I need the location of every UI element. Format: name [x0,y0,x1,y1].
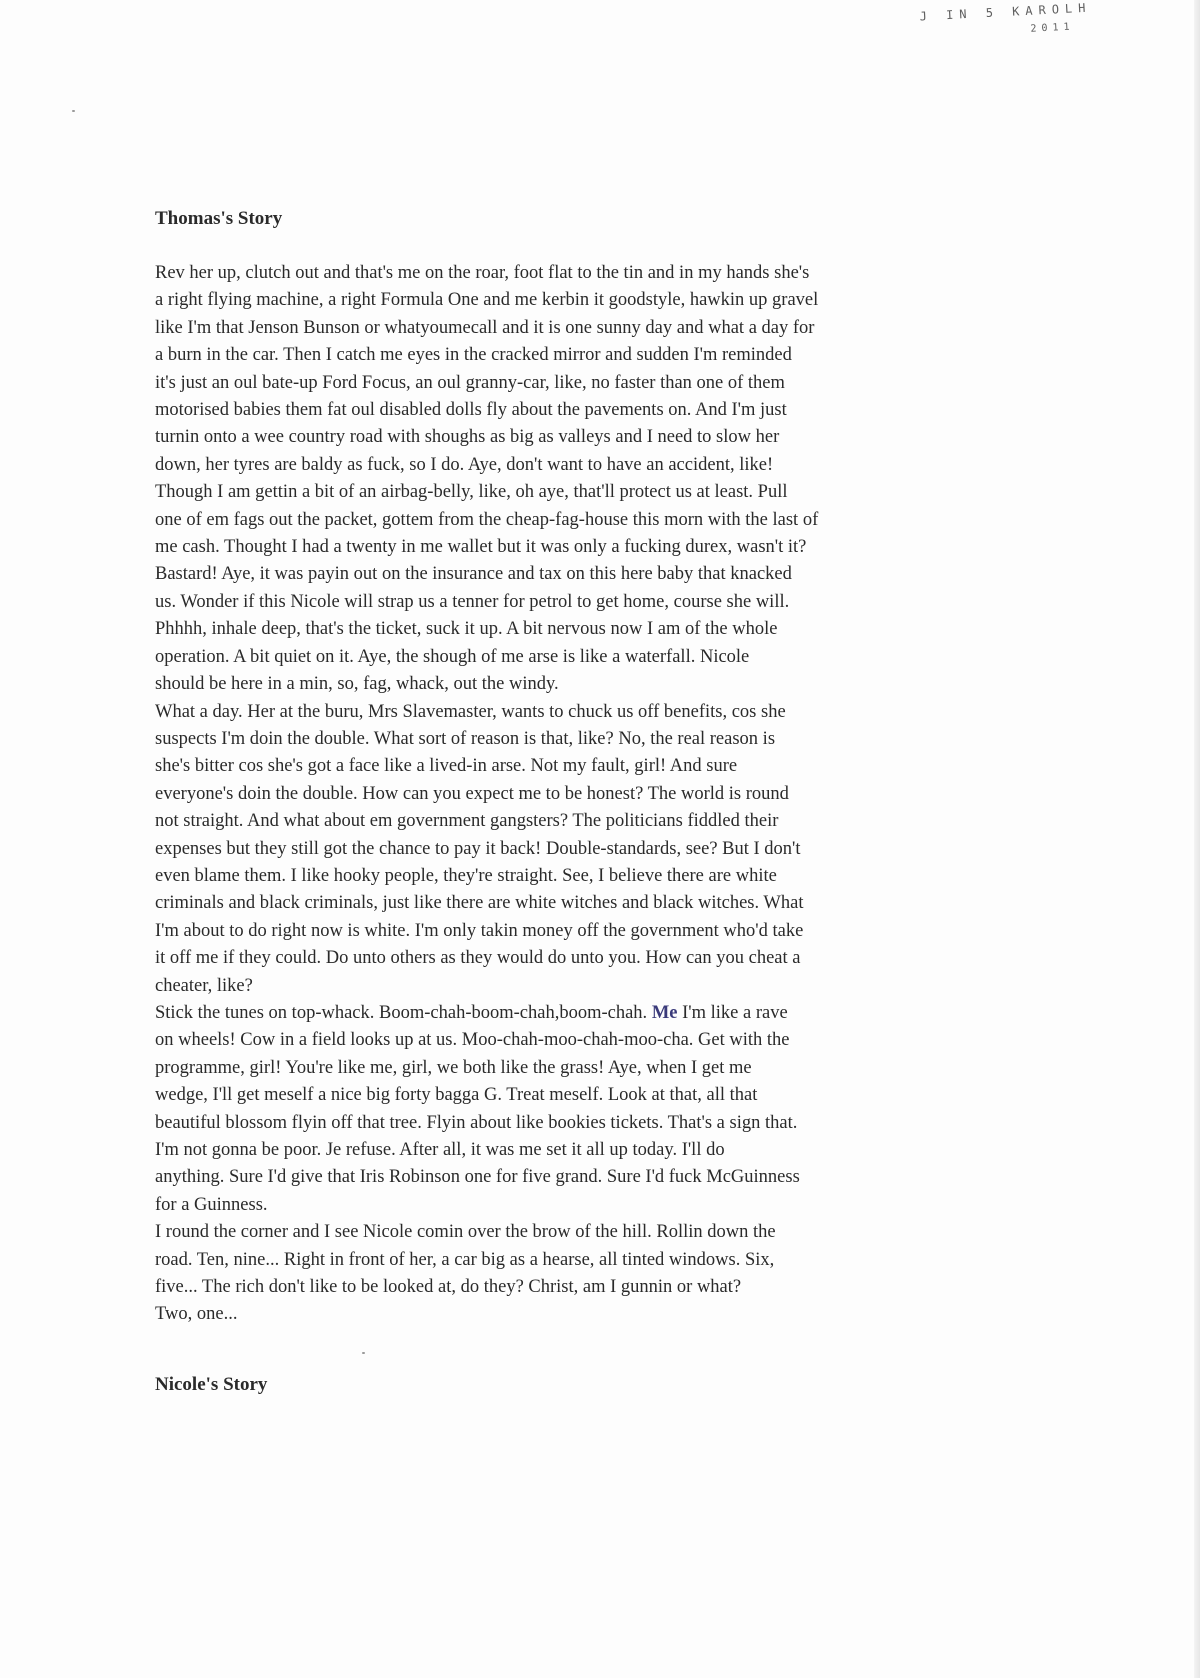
story-line: not straight. And what about em government gangsters? The politicians fiddled their [155,811,779,832]
story-line: turnin onto a wee country road with shoughs as big as valleys and I need to slow her [155,427,780,448]
story-line: Phhhh, inhale deep, that's the ticket, suck it up. A bit nervous now I am of the whole [155,619,778,640]
story-line: everyone's doin the double. How can you expect me to be honest? The world is round [155,783,789,804]
story-line: road. Ten, nine... Right in front of her, a car big as a hearse, all tinted windows. Six, [155,1249,775,1270]
story-line: us. Wonder if this Nicole will strap us a tenner for petrol to get home, course she will. [155,591,790,612]
story-line: I'm about to do right now is white. I'm only takin money off the government who'd take [155,920,804,941]
struck-word: Me [651,1002,678,1023]
story-line: Rev her up, clutch out and that's me on the roar, foot flat to the tin and in my hands she's [155,263,810,283]
annotation-line-2: 2011 [1030,21,1075,35]
story-line-text: I'm like a rave [677,1002,788,1023]
story-lines-part-2 [155,1027,1015,1328]
story-line: a right flying machine, a right Formula One and me kerbin it goodstyle, hawkin up gravel [155,290,819,311]
story-title-thomas: Thomas's Story [155,208,283,229]
story-line: like I'm that Jenson Bunson or whatyoumecall and it is one sunny day and what a day for [155,317,815,338]
story-line: Two, one... [155,1304,238,1325]
scan-speck [362,1352,365,1354]
story-line: I round the corner and I see Nicole comin over the brow of the hill. Rollin down the [155,1222,776,1243]
story-line: programme, girl! You're like me, girl, we both like the grass! Aye, when I get me [155,1057,752,1078]
story-line [155,1000,1015,1027]
story-lines-part-1 [155,260,1015,1000]
story-line: beautiful blossom flyin off that tree. Flyin about like bookies tickets. That's a sign that. [155,1112,798,1133]
story-line: wedge, I'll get meself a nice big forty bagga G. Treat meself. Look at that, all that [155,1085,758,1106]
story-line: cheater, like? [155,975,253,996]
story-line: suspects I'm doin the double. What sort of reason is that, like? No, the real reason is [155,728,776,749]
story-line: even blame them. I like hooky people, they're straight. See, I believe there are white [155,865,777,886]
story-line: should be here in a min, so, fag, whack, out the windy. [155,674,559,695]
annotation-line-1: J IN 5 KAROLH [919,0,1092,24]
story-line: it's just an oul bate-up Ford Focus, an oul granny-car, like, no faster than one of them [155,372,785,393]
story-line: a burn in the car. Then I catch me eyes in the cracked mirror and sudden I'm reminded [155,345,792,366]
story-line: she's bitter cos she's got a face like a lived-in arse. Not my fault, girl! And sure [155,756,738,777]
page-edge-shadow [1194,0,1200,1678]
story-line: motorised babies them fat oul disabled dolls fly about the pavements on. And I'm just [155,400,787,421]
story-line: it off me if they could. Do unto others as they would do unto you. How can you cheat a [155,948,801,969]
story-line: Bastard! Aye, it was payin out on the insurance and tax on this here baby that knacked [155,564,792,585]
story-line: on wheels! Cow in a field looks up at us. Moo-chah-moo-chah-moo-cha. Get with the [155,1030,790,1051]
story-line: five... The rich don't like to be looked at, do they? Christ, am I gunnin or what? [155,1277,742,1298]
story-title-nicole: Nicole's Story [155,1374,268,1395]
story-line: expenses but they still got the chance to pay it back! Double-standards, see? But I don't [155,838,801,859]
handwritten-annotation [919,0,1130,40]
story-line: criminals and black criminals, just like there are white witches and black witches. What [155,893,804,914]
story-line: me cash. Thought I had a twenty in me wallet but it was only a fucking durex, wasn't it? [155,537,807,558]
story-line-text: Stick the tunes on top-whack. Boom-chah-boom-chah,boom-chah. [155,1002,652,1023]
story-line: one of em fags out the packet, gottem from the cheap-fag-house this morn with the last of [155,509,819,530]
story-line: Though I am gettin a bit of an airbag-belly, like, oh aye, that'll protect us at least. Pull [155,482,788,503]
story-line: anything. Sure I'd give that Iris Robinson one for five grand. Sure I'd fuck McGuinness [155,1167,800,1188]
scan-speck [72,110,75,112]
story-line: I'm not gonna be poor. Je refuse. After all, it was me set it all up today. I'll do [155,1140,725,1160]
story-line: What a day. Her at the buru, Mrs Slavemaster, wants to chuck us off benefits, cos she [155,701,786,722]
story-line: down, her tyres are baldy as fuck, so I do. Aye, don't want to have an accident, like! [155,454,774,475]
story-line: for a Guinness. [155,1194,268,1215]
story-body-thomas [155,260,1015,1329]
story-line: operation. A bit quiet on it. Aye, the shough of me arse is like a waterfall. Nicole [155,646,750,667]
